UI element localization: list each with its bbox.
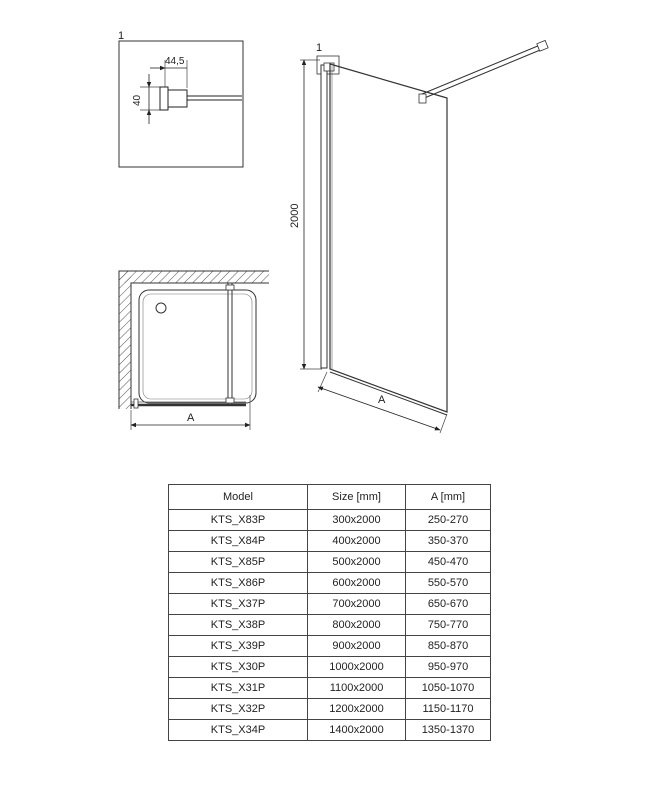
table-row — [169, 678, 491, 699]
table-row — [169, 720, 491, 741]
cell-a: 1050-1070 — [406, 678, 491, 699]
cell-size: 400x2000 — [308, 531, 406, 552]
table-row — [169, 510, 491, 531]
cell-model: KTS_X31P — [169, 678, 308, 699]
wall-bracket — [160, 87, 168, 110]
cell-model: KTS_X83P — [169, 510, 308, 531]
cell-size: 600x2000 — [308, 573, 406, 594]
elevation-callout-number: 1 — [316, 42, 323, 54]
cell-a: 1350-1370 — [406, 720, 491, 741]
cell-size: 900x2000 — [308, 636, 406, 657]
wall-hatch-left — [119, 271, 131, 409]
cell-size: 1000x2000 — [308, 657, 406, 678]
header-size: Size [mm] — [308, 485, 406, 510]
cell-size: 1100x2000 — [308, 678, 406, 699]
drain — [156, 303, 166, 313]
cell-model: KTS_X39P — [169, 636, 308, 657]
detail-height-dimension: 40 — [132, 94, 143, 106]
table-row — [169, 573, 491, 594]
stabilizer-bar — [422, 48, 545, 99]
table-row — [169, 552, 491, 573]
cell-size: 1400x2000 — [308, 720, 406, 741]
table-row — [169, 531, 491, 552]
cell-model: KTS_X38P — [169, 615, 308, 636]
detail-callout-number: 1 — [118, 30, 125, 42]
table-row — [169, 657, 491, 678]
cell-size: 1200x2000 — [308, 699, 406, 720]
cell-a: 650-670 — [406, 594, 491, 615]
cell-size: 500x2000 — [308, 552, 406, 573]
cell-a: 1150-1170 — [406, 699, 491, 720]
wall-hatch-top — [119, 271, 269, 283]
cell-model: KTS_X86P — [169, 573, 308, 594]
detail-width-dimension: 44,5 — [165, 56, 185, 67]
glass-panel-elevation — [330, 64, 447, 412]
wall-profile — [321, 65, 327, 368]
cell-model: KTS_X37P — [169, 594, 308, 615]
cell-a: 750-770 — [406, 615, 491, 636]
elevation-view — [289, 40, 548, 433]
cell-a: 350-370 — [406, 531, 491, 552]
cell-a: 450-470 — [406, 552, 491, 573]
detail-view — [118, 30, 243, 167]
cell-model: KTS_X84P — [169, 531, 308, 552]
table-row — [169, 615, 491, 636]
cell-a: 550-570 — [406, 573, 491, 594]
cell-size: 300x2000 — [308, 510, 406, 531]
cell-model: KTS_X32P — [169, 699, 308, 720]
table-row — [169, 594, 491, 615]
cell-model: KTS_X34P — [169, 720, 308, 741]
table-row — [169, 636, 491, 657]
model-size-table — [168, 484, 491, 741]
cell-size: 700x2000 — [308, 594, 406, 615]
cell-a: 950-970 — [406, 657, 491, 678]
cell-a: 850-870 — [406, 636, 491, 657]
table-header-row — [169, 485, 491, 510]
cell-model: KTS_X30P — [169, 657, 308, 678]
cell-size: 800x2000 — [308, 615, 406, 636]
plan-width-label: A — [187, 412, 195, 424]
plan-view — [119, 271, 269, 430]
elevation-width-label: A — [378, 394, 386, 406]
header-a: A [mm] — [406, 485, 491, 510]
elevation-height-dimension: 2000 — [289, 203, 301, 228]
table-row — [169, 699, 491, 720]
cell-model: KTS_X85P — [169, 552, 308, 573]
cell-a: 250-270 — [406, 510, 491, 531]
header-model: Model — [169, 485, 308, 510]
